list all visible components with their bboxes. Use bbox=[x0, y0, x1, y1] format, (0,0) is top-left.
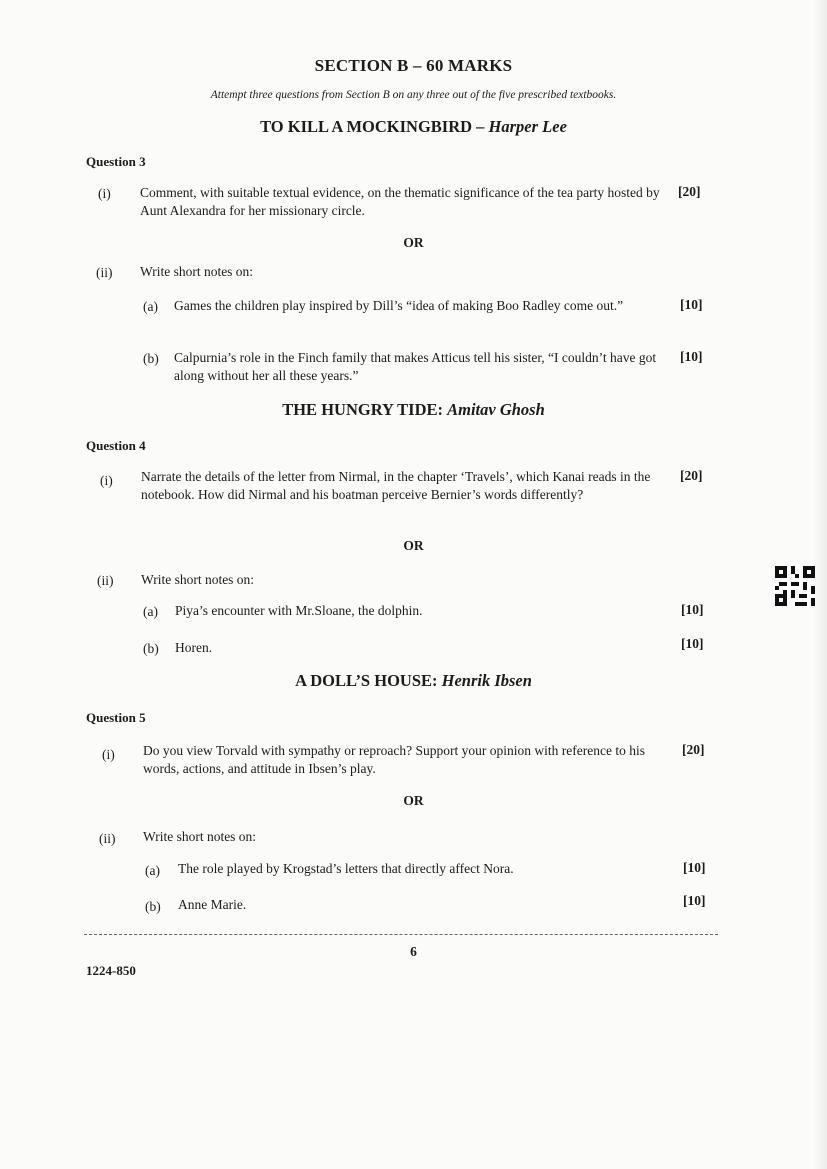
book-author: Harper Lee bbox=[488, 117, 567, 136]
marks-label: [10] bbox=[681, 636, 704, 651]
page-edge-shadow bbox=[813, 0, 827, 1169]
question-text: Games the children play inspired by Dill’s “idea of making Boo Radley come out.” bbox=[174, 298, 624, 313]
question-text: Write short notes on: bbox=[143, 829, 257, 844]
question-text: Comment, with suitable textual evidence, on the thematic significance of the tea party hosted by Aunt Alexandra for her missionary circle. bbox=[140, 185, 660, 218]
or-divider: OR bbox=[403, 235, 424, 250]
question-text: Write short notes on: bbox=[141, 572, 255, 587]
item-number: (i) bbox=[98, 186, 111, 201]
marks-label: [20] bbox=[678, 184, 701, 199]
footer-divider bbox=[84, 934, 718, 935]
question-heading: Question 3 bbox=[86, 154, 146, 169]
question-text: Write short notes on: bbox=[140, 264, 254, 279]
question-text: Narrate the details of the letter from Nirmal, in the chapter ‘Travels’, which Kanai reads in the notebook. How did Nirmal and his boatman perceive Bernier’s words differently? bbox=[141, 469, 651, 502]
item-number: (ii) bbox=[99, 831, 116, 846]
book-author: Amitav Ghosh bbox=[447, 400, 545, 419]
or-divider: OR bbox=[403, 793, 424, 808]
question-text: Anne Marie. bbox=[178, 897, 247, 912]
page-number: 6 bbox=[410, 944, 417, 959]
or-divider: OR bbox=[403, 538, 424, 553]
book-title-text: THE HUNGRY TIDE: bbox=[282, 400, 443, 419]
marks-label: [10] bbox=[681, 602, 704, 617]
marks-label: [20] bbox=[682, 742, 705, 757]
question-heading: Question 5 bbox=[86, 710, 146, 725]
book-author: Henrik Ibsen bbox=[441, 671, 532, 690]
book-title-dolls-house bbox=[0, 671, 827, 691]
subitem-letter: (a) bbox=[143, 604, 158, 619]
marks-label: [10] bbox=[680, 349, 703, 364]
book-title-text: A DOLL’S HOUSE: bbox=[295, 671, 438, 690]
subitem-letter: (b) bbox=[143, 351, 159, 366]
marks-label: [20] bbox=[680, 468, 703, 483]
subitem-letter: (a) bbox=[145, 863, 160, 878]
marks-label: [10] bbox=[680, 297, 703, 312]
book-title-text: TO KILL A MOCKINGBIRD – bbox=[260, 117, 485, 136]
section-instruction: Attempt three questions from Section B on any three out of the five prescribed textbooks. bbox=[210, 89, 617, 101]
item-number: (ii) bbox=[96, 265, 113, 280]
marks-label: [10] bbox=[683, 893, 706, 908]
item-number: (i) bbox=[102, 747, 115, 762]
question-heading: Question 4 bbox=[86, 438, 146, 453]
item-number: (i) bbox=[100, 473, 113, 488]
subitem-letter: (b) bbox=[143, 641, 159, 656]
paper-code: 1224-850 bbox=[86, 963, 136, 978]
subitem-letter: (a) bbox=[143, 299, 158, 314]
question-text: The role played by Krogstad’s letters that directly affect Nora. bbox=[178, 861, 514, 876]
item-number: (ii) bbox=[97, 573, 114, 588]
question-text: Calpurnia’s role in the Finch family that makes Atticus tell his sister, “I couldn’t have got along without her all these years.” bbox=[174, 350, 657, 383]
question-text: Piya’s encounter with Mr.Sloane, the dolphin. bbox=[175, 603, 423, 618]
section-title: SECTION B – 60 MARKS bbox=[314, 56, 513, 75]
book-title-mockingbird bbox=[0, 117, 827, 137]
marks-label: [10] bbox=[683, 860, 706, 875]
book-title-hungry-tide bbox=[0, 400, 827, 420]
qr-code-icon bbox=[775, 566, 815, 606]
question-text: Do you view Torvald with sympathy or reproach? Support your opinion with reference to his words, actions, and attitude in Ibsen’s play. bbox=[143, 743, 645, 776]
subitem-letter: (b) bbox=[145, 899, 161, 914]
question-text: Horen. bbox=[175, 640, 213, 655]
